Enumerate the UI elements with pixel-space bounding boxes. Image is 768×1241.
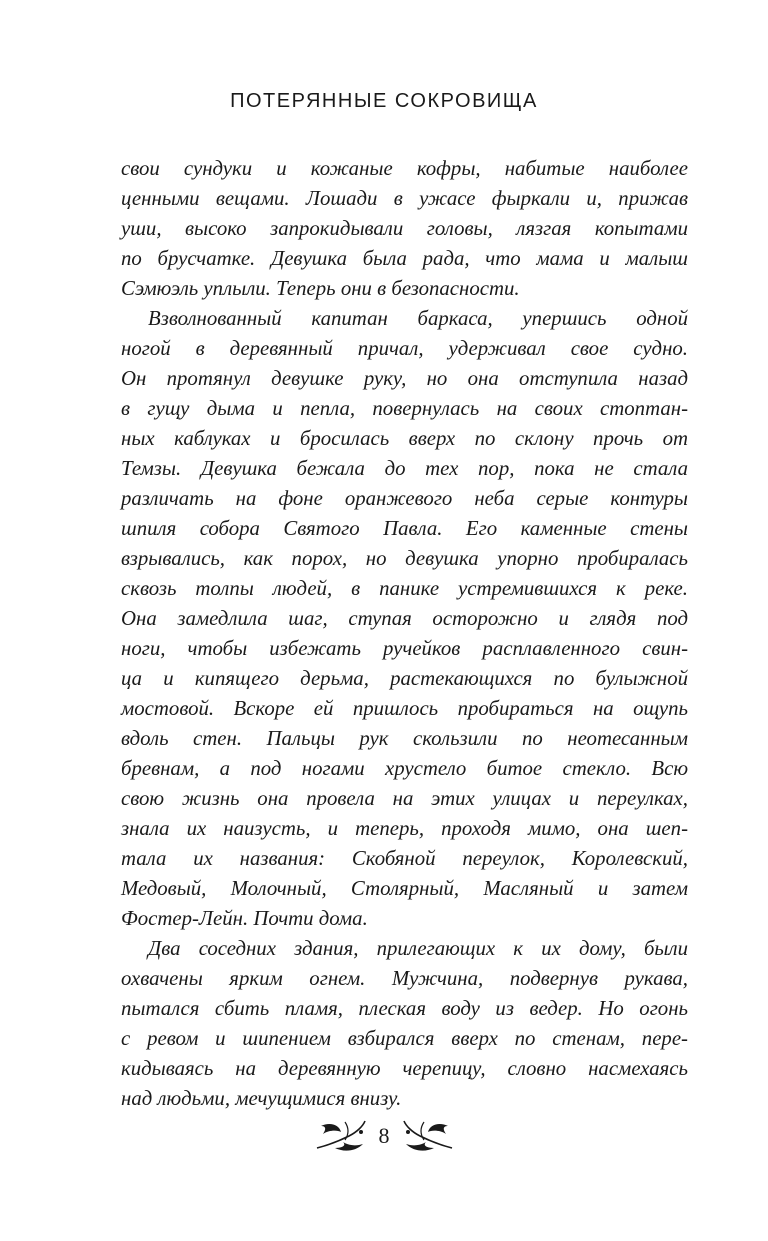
text-line: кидываясь на деревянную черепицу, словно насмехаясь <box>121 1057 688 1080</box>
text-line: Медовый, Молочный, Столярный, Масляный и затем <box>121 877 688 900</box>
text-line: ногой в деревянный причал, удерживал свое судно. <box>121 337 688 360</box>
text-line: различать на фоне оранжевого неба серые контуры <box>121 487 688 510</box>
body-text <box>121 154 688 1114</box>
flourish-ornament-right-icon <box>400 1118 454 1154</box>
text-line: Она замедлила шаг, ступая осторожно и глядя под <box>121 607 688 630</box>
text-line: ноги, чтобы избежать ручейков расплавленного свин- <box>121 637 688 660</box>
text-line: в гущу дыма и пепла, повернулась на своих стоптан- <box>121 397 688 420</box>
flourish-ornament-left-icon <box>315 1118 369 1154</box>
text-line: свою жизнь она провела на этих улицах и переулках, <box>121 787 688 810</box>
text-line: Взволнованный капитан баркаса, упершись одной <box>148 307 688 330</box>
text-line: Сэмюэль уплыли. Теперь они в безопасности. <box>121 277 520 300</box>
page-footer <box>0 1118 768 1154</box>
text-line: взрывались, как порох, но девушка упорно пробиралась <box>121 547 688 570</box>
text-line: ных каблуках и бросилась вверх по склону прочь от <box>121 427 688 450</box>
text-line: Фостер-Лейн. Почти дома. <box>121 907 368 930</box>
text-line: уши, высоко запрокидывали головы, лязгая копытами <box>121 217 688 240</box>
text-line: Два соседних здания, прилегающих к их дому, были <box>148 937 688 960</box>
text-line: вдоль стен. Пальцы рук скользили по неотесанным <box>121 727 688 750</box>
text-line: ценными вещами. Лошади в ужасе фыркали и, прижав <box>121 187 688 210</box>
text-line: с ревом и шипением взбирался вверх по стенам, пере- <box>121 1027 688 1050</box>
running-title: ПОТЕРЯННЫЕ СОКРОВИЩА <box>230 90 538 112</box>
text-line: охвачены ярким огнем. Мужчина, подвернув рукава, <box>121 967 688 990</box>
text-line: знала их наизусть, и теперь, проходя мимо, она шеп- <box>121 817 688 840</box>
text-line: тала их названия: Скобяной переулок, Королевский, <box>121 847 688 870</box>
text-line: по брусчатке. Девушка была рада, что мама и малыш <box>121 247 688 270</box>
page-number: 8 <box>378 1123 390 1148</box>
text-line: над людьми, мечущимися внизу. <box>121 1087 402 1110</box>
text-line: Он протянул девушке руку, но она отступила назад <box>121 367 688 390</box>
text-line: бревнам, а под ногами хрустело битое стекло. Всю <box>121 757 688 780</box>
text-line: мостовой. Вскоре ей пришлось пробираться на ощупь <box>121 697 688 720</box>
text-line: ца и кипящего дерьма, растекающихся по булыжной <box>121 667 688 690</box>
text-line: шпиля собора Святого Павла. Его каменные стены <box>121 517 688 540</box>
text-line: свои сундуки и кожаные кофры, набитые наиболее <box>121 157 688 180</box>
text-line: сквозь толпы людей, в панике устремившихся к реке. <box>121 577 688 600</box>
text-line: пытался сбить пламя, плеская воду из ведер. Но огонь <box>121 997 688 1020</box>
text-line: Темзы. Девушка бежала до тех пор, пока не стала <box>121 457 688 480</box>
